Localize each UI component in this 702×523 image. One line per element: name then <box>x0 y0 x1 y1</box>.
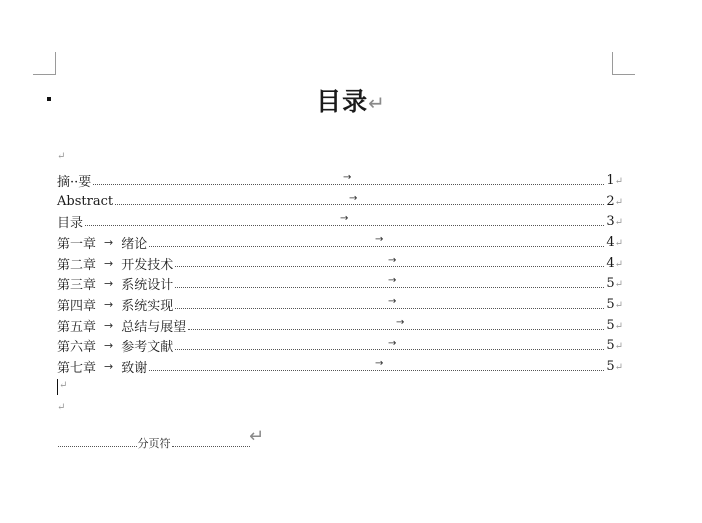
toc-entry-heading <box>57 171 91 190</box>
toc-chapter-number: 第七章 <box>57 361 97 377</box>
paragraph-mark-icon: ↵ <box>614 217 623 229</box>
toc-title-text: 目录 <box>316 87 369 116</box>
tab-arrow-icon: → <box>104 318 114 332</box>
paragraph-mark-icon: ↵ <box>614 258 623 270</box>
toc-entry[interactable] <box>57 253 623 274</box>
toc-entry-label: 致谢 <box>121 361 148 377</box>
toc-page-number <box>606 338 623 353</box>
paragraph-mark-icon: ↵ <box>614 196 623 208</box>
toc-title[interactable] <box>0 82 702 118</box>
toc-entry[interactable] <box>57 273 623 294</box>
toc-entry-label: Abstract <box>57 193 114 209</box>
toc-entry-label: 参考文献 <box>121 340 174 356</box>
toc-page-number-value: 3 <box>606 214 615 230</box>
toc-page-number-value: 5 <box>606 276 615 292</box>
toc-entry-label: 总结与展望 <box>121 319 187 335</box>
toc-chapter-number: 第四章 <box>57 298 97 314</box>
toc-entry[interactable] <box>57 170 623 191</box>
page-break-label: 分页符 <box>137 437 171 450</box>
paragraph-mark-icon: ↵ <box>614 362 623 374</box>
tab-arrow-icon: → <box>104 256 114 270</box>
toc-entry[interactable] <box>57 232 623 253</box>
paragraph-mark-icon: ↵ <box>614 299 623 311</box>
tab-arrow-icon: → <box>104 277 114 291</box>
toc-page-number-value: 1 <box>606 172 615 188</box>
toc-page-number-value: 5 <box>606 296 615 312</box>
toc-entry-heading <box>57 194 113 209</box>
toc-page-number-value: 5 <box>606 359 615 375</box>
toc-chapter-number: 第五章 <box>57 319 97 335</box>
toc-entry-label: 目录 <box>57 216 84 232</box>
crop-mark-top-left <box>33 52 56 75</box>
paragraph-mark-icon: ↵ <box>249 426 265 447</box>
tab-arrow-icon: → <box>388 275 397 287</box>
toc-entry[interactable] <box>57 336 623 357</box>
toc-entry-label: 绪论 <box>121 236 148 252</box>
tab-arrow-icon: → <box>388 337 397 349</box>
toc-entry[interactable] <box>57 315 623 336</box>
page-break[interactable] <box>58 436 250 450</box>
tab-arrow-icon: → <box>349 192 358 204</box>
toc-page-number <box>606 318 623 333</box>
tab-arrow-icon: → <box>388 254 397 266</box>
toc-page-number-value: 5 <box>606 338 615 354</box>
tab-arrow-icon: → <box>396 316 405 328</box>
toc-page-number <box>606 297 623 312</box>
toc-entry-heading <box>57 357 147 376</box>
toc-page-number-value: 5 <box>606 317 615 333</box>
tab-arrow-icon: → <box>375 234 384 246</box>
toc-page-number <box>606 194 623 209</box>
toc-entry-label: 系统实现 <box>121 298 174 314</box>
tab-arrow-icon: → <box>343 172 352 183</box>
toc-entry[interactable] <box>57 191 623 212</box>
toc-page-number <box>606 173 623 188</box>
crop-mark-top-right <box>612 52 635 75</box>
page-break-leader <box>172 445 251 447</box>
toc-page-number <box>606 276 623 291</box>
toc-entry-heading <box>57 233 147 252</box>
toc-page-number <box>606 256 623 271</box>
paragraph-mark-icon: ↵ <box>57 151 66 162</box>
toc-entry-heading <box>57 336 173 355</box>
text-cursor <box>57 379 58 395</box>
tab-arrow-icon: → <box>388 296 397 308</box>
paragraph-mark-icon: ↵ <box>614 320 623 332</box>
toc-entry-label: 系统设计 <box>121 278 174 294</box>
toc-page-number-value: 2 <box>606 193 615 209</box>
toc-dot-leader <box>115 203 604 205</box>
page-break-leader <box>58 445 137 447</box>
tab-arrow-icon: → <box>340 213 349 225</box>
toc-chapter-number: 第三章 <box>57 278 97 294</box>
toc-entry-heading <box>57 274 173 293</box>
toc-entry-label: 开发技术 <box>121 257 174 273</box>
toc-entry[interactable] <box>57 356 623 377</box>
toc-page-number <box>606 359 623 374</box>
toc-page-number <box>606 214 623 229</box>
toc-entry[interactable] <box>57 211 623 232</box>
toc-page-number-value: 4 <box>606 234 615 250</box>
table-of-contents[interactable] <box>57 170 623 377</box>
tab-arrow-icon: → <box>104 235 114 249</box>
toc-entry[interactable] <box>57 294 623 315</box>
toc-page-number-value: 4 <box>606 255 615 271</box>
paragraph-mark-icon: ↵ <box>614 175 623 187</box>
toc-chapter-number: 第一章 <box>57 236 97 252</box>
paragraph-mark-icon: ↵ <box>614 279 623 291</box>
toc-entry-heading <box>57 316 186 335</box>
toc-entry-heading <box>57 295 173 314</box>
toc-entry-label: 摘··要 <box>57 174 92 190</box>
paragraph-mark-icon: ↵ <box>368 91 386 115</box>
tab-arrow-icon: → <box>104 297 114 311</box>
toc-chapter-number: 第六章 <box>57 340 97 356</box>
paragraph-mark-icon: ↵ <box>57 402 66 413</box>
toc-chapter-number: 第二章 <box>57 257 97 273</box>
tab-arrow-icon: → <box>104 339 114 353</box>
tab-arrow-icon: → <box>375 358 384 370</box>
paragraph-mark-icon: ↵ <box>614 237 623 249</box>
paragraph-mark-icon: ↵ <box>59 380 68 391</box>
toc-page-number <box>606 235 623 250</box>
tab-arrow-icon: → <box>104 360 114 374</box>
paragraph-mark-icon: ↵ <box>614 341 623 353</box>
toc-entry-heading <box>57 254 173 273</box>
toc-entry-heading <box>57 212 83 231</box>
